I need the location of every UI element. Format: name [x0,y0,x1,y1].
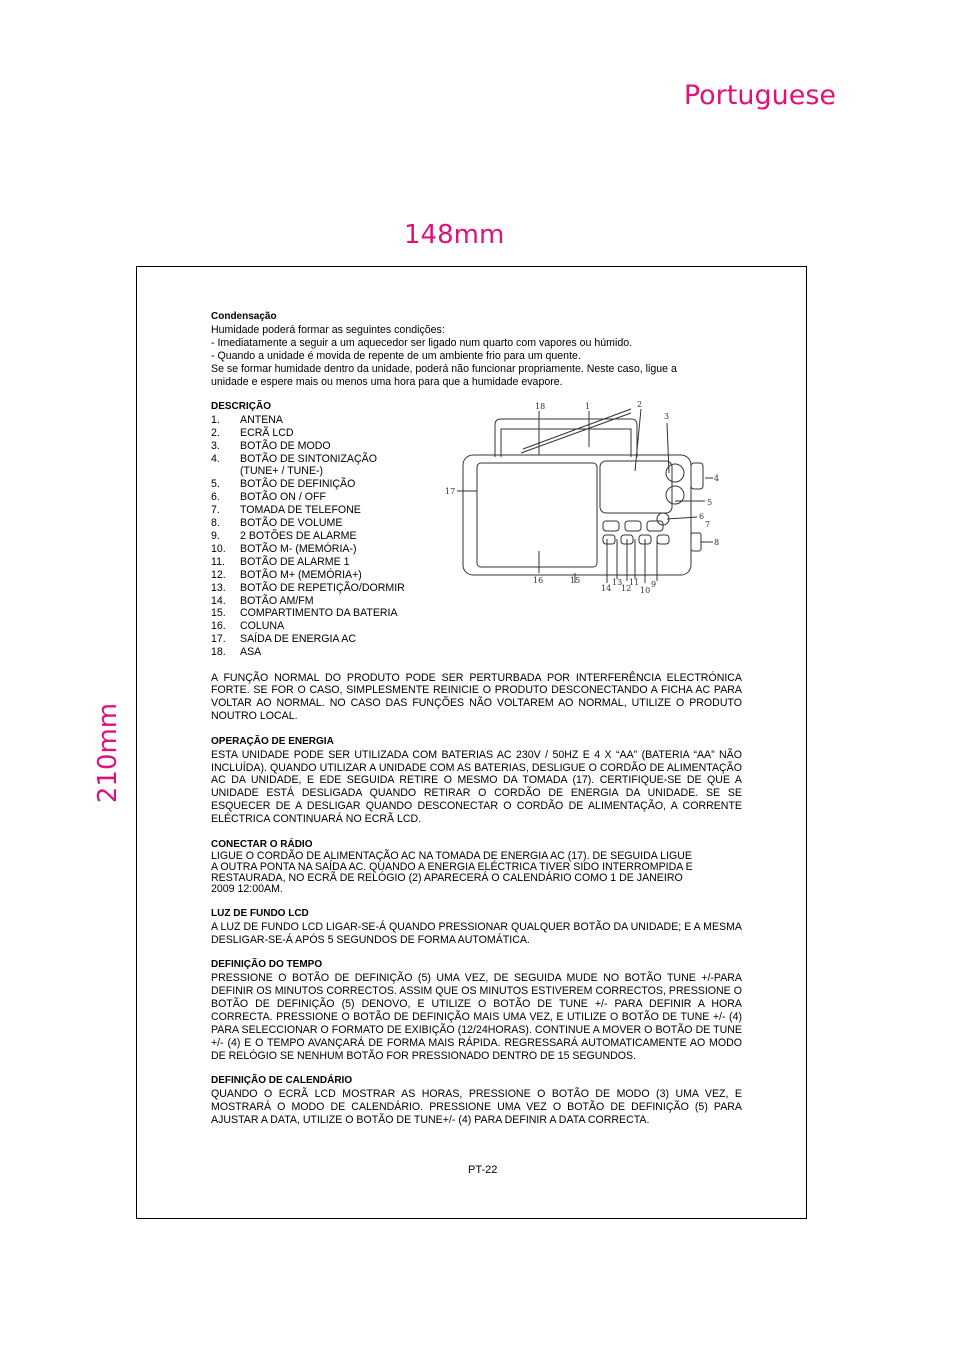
width-dimension-label: 148mm [404,220,505,250]
condensacao-text [211,324,742,389]
list-item-label: 2 BOTÕES DE ALARME [240,530,357,542]
label-12: 12 [621,583,632,593]
list-item-label: BOTÃO DE REPETIÇÃO/DORMIR [240,581,405,594]
interferencia-text: A FUNÇÃO NORMAL DO PRODUTO PODE SER PERTURBADA POR INTERFERÊNCIA ELECTRÓNICA FORTE. SE FOR O CASO, SIMPLESMENTE REINICIE O PRODUTO DESCONECTANDO A FICHA AC PARA VOLTAR AO NORMAL. NO CASO DAS FUNÇÕES NÃO VOLTAREM AO NORMAL, UTILIZE O PRODUTO NOUTRO LOCAL. [211,671,742,723]
label-1: 1 [585,401,591,411]
condensacao-heading: Condensação [211,311,277,322]
list-item [211,530,431,543]
label-13: 13 [612,577,623,587]
list-item [211,569,431,582]
volume-side-knob [691,533,701,551]
speaker-grille [477,463,597,567]
list-item-label: SAÍDA DE ENERGIA AC [240,633,356,646]
operacao-heading: OPERAÇÃO DE ENERGIA [211,735,334,747]
luz-text: A LUZ DE FUNDO LCD LIGAR-SE-Á QUANDO PRESSIONAR QUALQUER BOTÃO DA UNIDADE; E A MESMA DESLIGAR-SE-Á APÓS 5 SEGUNDOS DE FORMA AUTOMÁTICA. [211,920,742,946]
luz-heading: LUZ DE FUNDO LCD [211,907,309,919]
label-11: 11 [629,577,640,587]
tune-side-knob [691,463,703,489]
list-item-number: 9. [211,530,220,542]
label-9: 9 [651,579,657,589]
descricao-heading: DESCRIÇÃO [211,400,272,412]
list-item-number: 17. [211,633,226,646]
list-item-number: 10. [211,542,226,555]
list-item-number: 16. [211,620,226,633]
descricao-list [211,414,431,659]
list-item-label: BOTÃO DE MODO [240,439,331,452]
list-item-label: BOTÃO DE VOLUME [240,517,343,530]
list-item [211,440,431,453]
list-item-number: 12. [211,568,226,581]
list-item [211,607,431,620]
label-14: 14 [601,583,612,593]
page-number: PT-22 [468,1164,498,1176]
list-item [211,543,431,556]
condensacao-line: - Quando a unidade é movida de repente de um ambiente frio para um quente. [211,349,581,362]
label-5: 5 [707,497,713,507]
radio-diagram [435,401,721,597]
list-item-number: 5. [211,478,220,491]
list-item-label: BOTÃO M+ (MEMÓRIA+) [240,568,362,581]
list-item-number: 11. [211,555,225,568]
manual-content [211,311,742,1127]
list-item [211,427,431,440]
label-2: 2 [637,400,643,409]
list-item [211,478,431,491]
conectar-line: RESTAURADA, NO ECRÃ DE RELÓGIO (2) APARECERÁ O CALENDÁRIO COMO 1 DE JANEIRO [211,872,683,885]
list-item [211,633,431,646]
tempo-text: PRESSIONE O BOTÃO DE DEFINIÇÃO (5) UMA VEZ, DE SEGUIDA MUDE NO BOTÃO TUNE +/-PARA DEFINIR OS MINUTOS CORRECTOS. ASSIM QUE OS MINUTOS ESTIVEREM CORRECTOS, PRESSIONE O BOTÃO DE DEFINIÇÃO (5) DENOVO, E UTILIZE O BOTÃO DE TUNE +/- PARA DEFINIR A HORA CORRECTA. PRESSIONE O BOTÃO DE DEFINIÇÃO MAIS UMA VEZ, E UTILIZE O BOTÃO DE TUNE +/- (4) PARA SELECCIONAR O FORMATO DE EXIBIÇÃO (12/24HORAS). CONTINUE A MOVER O BOTÃO DE TUNE +/- (4) E O TEMPO AVANÇARÁ DE FORMA MAIS RÁPIDA. REGRESSARÁ AUTOMATICAMENTE AO MODO DE RELÓGIO SE NENHUM BOTÃO FOR PRESSIONADO DENTRO DE 15 SEGUNDOS. [211,972,742,1062]
list-item [211,556,431,569]
list-item-number: 1. [211,413,220,426]
list-item-label: ANTENA [240,413,283,426]
list-item [211,504,431,517]
conectar-line: LIGUE O CORDÃO DE ALIMENTAÇÃO AC NA TOMADA DE ENERGIA AC (17). DE SEGUIDA LIGUE [211,850,692,863]
label-6: 6 [699,511,705,521]
condensacao-line: - Imediatamente a seguir a um aquecedor ser ligado num quarto com vapores ou húmido. [211,336,633,349]
list-item-label: BOTÃO M- (MEMÓRIA-) [240,542,357,555]
list-item-label: BOTÃO AM/FM [240,594,314,607]
list-item-label: BOTÃO ON / OFF [240,491,326,504]
list-item-label: (TUNE+ / TUNE-) [240,465,324,478]
list-item-label: ECRÃ LCD [240,426,294,439]
list-item-label: COMPARTIMENTO DA BATERIA [240,607,398,620]
list-item-number: 18. [211,646,226,659]
list-item [211,453,431,466]
height-dimension-label: 210mm [93,702,123,804]
list-item-label: TOMADA DE TELEFONE [240,504,361,517]
condensacao-line: Se se formar humidade dentro da unidade, poderá não funcionar propriamente. Neste caso, ligue a [211,362,677,375]
list-item-number: 13. [211,581,226,594]
list-item [211,465,431,478]
label-8: 8 [714,537,720,547]
list-item [211,620,431,633]
conectar-text [211,851,742,895]
list-item-number: 14. [211,594,226,607]
label-17: 17 [445,486,456,496]
list-item-number: 2. [211,426,220,439]
label-4: 4 [714,473,720,483]
label-7: 7 [705,519,711,529]
list-item-number: 6. [211,491,220,504]
calendario-text: QUANDO O ECRÃ LCD MOSTRAR AS HORAS, PRESSIONE O BOTÃO DE MODO (3) UMA VEZ, E MOSTRARÁ O MODO DE CALENDÁRIO. PRESSIONE UMA VEZ O BOTÃO DE DEFINIÇÃO (5) PARA AJUSTAR A DATA, UTILIZE O BOTÃO DE TUNE+/- (4) PARA DEFINIR A DATA CORRECTA. [211,1087,742,1126]
calendario-heading: DEFINIÇÃO DE CALENDÁRIO [211,1074,353,1086]
list-item [211,491,431,504]
list-item-number: 4. [211,452,220,465]
list-item [211,595,431,608]
list-item-label: BOTÃO DE SINTONIZAÇÃO [240,452,377,465]
radio-handle [495,419,637,457]
list-item [211,414,431,427]
list-item [211,582,431,595]
conectar-line: 2009 12:00AM. [211,883,283,896]
list-item-label: ASA [240,646,262,659]
label-18: 18 [535,401,546,411]
tempo-heading: DEFINIÇÃO DO TEMPO [211,959,323,971]
conectar-line: A OUTRA PONTA NA SAÍDA AC. QUANDO A ENERGIA ELÉCTRICA TIVER SIDO INTERROMPIDA E [211,861,693,874]
list-item-label: BOTÃO DE DEFINIÇÃO [240,478,356,491]
lcd-window [600,461,672,513]
descricao-section [211,401,742,659]
list-item [211,517,431,530]
list-item-number: 3. [211,439,220,452]
list-item-label: COLUNA [240,620,285,633]
condensacao-line: unidade e espere mais ou menos uma hora para que a humidade evapore. [211,375,563,388]
label-3: 3 [664,411,670,421]
conectar-heading: CONECTAR O RÁDIO [211,838,313,850]
list-item [211,646,431,659]
list-item-number: 7. [211,504,220,517]
list-item-number: 15. [211,607,226,620]
list-item-number [211,465,240,478]
list-item-number: 8. [211,517,220,530]
language-label: Portuguese [683,80,836,111]
condensacao-line: Humidade poderá formar as seguintes condições: [211,323,445,336]
label-10: 10 [640,585,651,595]
operacao-text: ESTA UNIDADE PODE SER UTILIZADA COM BATERIAS AC 230V / 50HZ E 4 X “AA” (BATERIA “AA” NÃO INCLUÍDA). QUANDO UTILIZAR A UNIDADE COM AS BATERIAS, DESLIGUE O CORDÃO DE ALIMENTAÇÃO AC DA UNIDADE, E EDE SEGUIDA RETIRE O MESMO DA TOMADA (17). CERTIFIQUE-SE DE QUE A UNIDADE ESTÁ DESLIGADA QUANDO RETIRAR O CORDÃO DE ENERGIA DA UNIDADE. SE SE ESQUECER DE A DESLIGAR QUANDO DESCONECTAR O CORDÃO DE ALIMENTAÇÃO, A CORRENTE ELÉCTRICA CONTINUARÁ NO ECRÃ LCD. [211,748,742,826]
label-16: 16 [533,575,544,585]
label-15: 15 [570,575,581,585]
list-item-label: BOTÃO DE ALARME 1 [240,555,350,568]
